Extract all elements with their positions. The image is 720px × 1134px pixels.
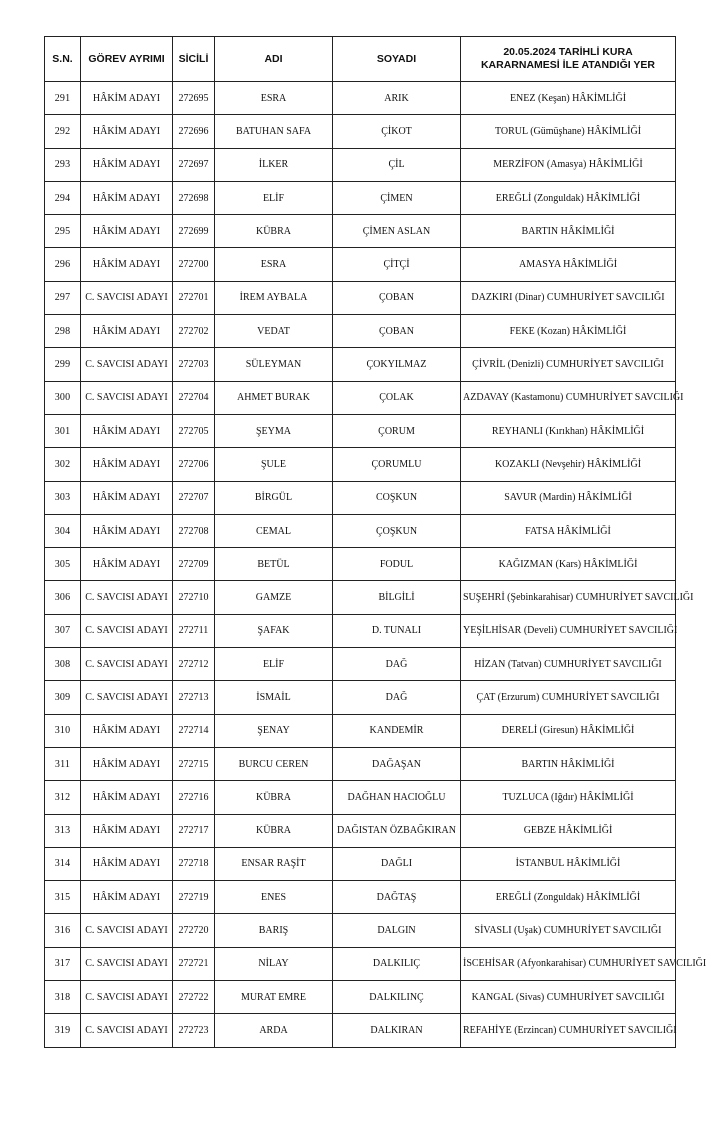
cell-gorev-ayrimi: C. SAVCISI ADAYI (81, 947, 173, 980)
cell-gorev-ayrimi: HÂKİM ADAYI (81, 714, 173, 747)
cell-adi: NİLAY (215, 947, 333, 980)
cell-atandigi-yer: FATSA HÂKİMLİĞİ (461, 514, 676, 547)
cell-sn: 313 (45, 814, 81, 847)
cell-adi: AHMET BURAK (215, 381, 333, 414)
cell-gorev-ayrimi: HÂKİM ADAYI (81, 781, 173, 814)
cell-soyadi: DALKILINÇ (333, 981, 461, 1014)
cell-gorev-ayrimi: HÂKİM ADAYI (81, 315, 173, 348)
cell-sn: 295 (45, 215, 81, 248)
table-row (45, 781, 676, 814)
cell-sn: 298 (45, 315, 81, 348)
cell-atandigi-yer: MERZİFON (Amasya) HÂKİMLİĞİ (461, 148, 676, 181)
cell-sn: 297 (45, 281, 81, 314)
cell-sn: 303 (45, 481, 81, 514)
cell-adi: ENES (215, 881, 333, 914)
cell-adi: İREM AYBALA (215, 281, 333, 314)
cell-sicili: 272714 (173, 714, 215, 747)
table-row (45, 281, 676, 314)
cell-atandigi-yer: ÇİVRİL (Denizli) CUMHURİYET SAVCILIĞI (461, 348, 676, 381)
table-row (45, 548, 676, 581)
cell-sn: 314 (45, 847, 81, 880)
cell-atandigi-yer: BARTIN HÂKİMLİĞİ (461, 215, 676, 248)
cell-adi: BİRGÜL (215, 481, 333, 514)
cell-atandigi-yer: SAVUR (Mardin) HÂKİMLİĞİ (461, 481, 676, 514)
cell-sicili: 272699 (173, 215, 215, 248)
cell-atandigi-yer: DERELİ (Giresun) HÂKİMLİĞİ (461, 714, 676, 747)
cell-adi: ELİF (215, 181, 333, 214)
cell-atandigi-yer: EREĞLİ (Zonguldak) HÂKİMLİĞİ (461, 881, 676, 914)
table-row (45, 914, 676, 947)
header-gorev-ayrimi: GÖREV AYRIMI (81, 37, 173, 82)
cell-sn: 294 (45, 181, 81, 214)
cell-adi: BETÜL (215, 548, 333, 581)
cell-soyadi: DAĞHAN HACIOĞLU (333, 781, 461, 814)
table-row (45, 348, 676, 381)
cell-adi: GAMZE (215, 581, 333, 614)
cell-soyadi: DALKILIÇ (333, 947, 461, 980)
cell-soyadi: ARIK (333, 82, 461, 115)
cell-atandigi-yer: SİVASLI (Uşak) CUMHURİYET SAVCILIĞI (461, 914, 676, 947)
cell-atandigi-yer: GEBZE HÂKİMLİĞİ (461, 814, 676, 847)
cell-adi: ARDA (215, 1014, 333, 1047)
table-row (45, 481, 676, 514)
table-row (45, 947, 676, 980)
cell-sicili: 272710 (173, 581, 215, 614)
cell-soyadi: BİLGİLİ (333, 581, 461, 614)
cell-gorev-ayrimi: HÂKİM ADAYI (81, 181, 173, 214)
table-header-row (45, 37, 676, 82)
cell-atandigi-yer: SUŞEHRİ (Şebinkarahisar) CUMHURİYET SAVCILIĞI (461, 581, 676, 614)
cell-sn: 312 (45, 781, 81, 814)
cell-atandigi-yer: EREĞLİ (Zonguldak) HÂKİMLİĞİ (461, 181, 676, 214)
cell-atandigi-yer: KAĞIZMAN (Kars) HÂKİMLİĞİ (461, 548, 676, 581)
cell-atandigi-yer: HİZAN (Tatvan) CUMHURİYET SAVCILIĞI (461, 648, 676, 681)
cell-gorev-ayrimi: C. SAVCISI ADAYI (81, 1014, 173, 1047)
cell-sn: 319 (45, 1014, 81, 1047)
cell-sicili: 272719 (173, 881, 215, 914)
cell-gorev-ayrimi: C. SAVCISI ADAYI (81, 648, 173, 681)
cell-atandigi-yer: ENEZ (Keşan) HÂKİMLİĞİ (461, 82, 676, 115)
cell-sn: 293 (45, 148, 81, 181)
cell-gorev-ayrimi: HÂKİM ADAYI (81, 481, 173, 514)
cell-sicili: 272705 (173, 414, 215, 447)
cell-soyadi: ÇİKOT (333, 115, 461, 148)
table-row (45, 248, 676, 281)
cell-gorev-ayrimi: HÂKİM ADAYI (81, 847, 173, 880)
cell-atandigi-yer: İSCEHİSAR (Afyonkarahisar) CUMHURİYET SAVCILIĞI (461, 947, 676, 980)
cell-sicili: 272697 (173, 148, 215, 181)
cell-sn: 292 (45, 115, 81, 148)
cell-gorev-ayrimi: HÂKİM ADAYI (81, 215, 173, 248)
cell-sn: 296 (45, 248, 81, 281)
cell-sicili: 272715 (173, 747, 215, 780)
cell-sicili: 272703 (173, 348, 215, 381)
cell-soyadi: ÇİMEN (333, 181, 461, 214)
cell-adi: KÜBRA (215, 781, 333, 814)
cell-adi: CEMAL (215, 514, 333, 547)
table-row (45, 614, 676, 647)
cell-soyadi: DAĞLI (333, 847, 461, 880)
cell-adi: İLKER (215, 148, 333, 181)
table-row (45, 215, 676, 248)
cell-gorev-ayrimi: C. SAVCISI ADAYI (81, 581, 173, 614)
cell-adi: KÜBRA (215, 215, 333, 248)
cell-adi: İSMAİL (215, 681, 333, 714)
cell-sicili: 272713 (173, 681, 215, 714)
cell-sn: 310 (45, 714, 81, 747)
cell-atandigi-yer: REFAHİYE (Erzincan) CUMHURİYET SAVCILIĞI (461, 1014, 676, 1047)
cell-sicili: 272706 (173, 448, 215, 481)
cell-gorev-ayrimi: C. SAVCISI ADAYI (81, 914, 173, 947)
cell-sicili: 272718 (173, 847, 215, 880)
cell-adi: KÜBRA (215, 814, 333, 847)
cell-soyadi: KANDEMİR (333, 714, 461, 747)
cell-atandigi-yer: TORUL (Gümüşhane) HÂKİMLİĞİ (461, 115, 676, 148)
cell-atandigi-yer: TUZLUCA (Iğdır) HÂKİMLİĞİ (461, 781, 676, 814)
cell-sicili: 272707 (173, 481, 215, 514)
cell-soyadi: ÇOŞKUN (333, 514, 461, 547)
cell-gorev-ayrimi: HÂKİM ADAYI (81, 148, 173, 181)
cell-sn: 316 (45, 914, 81, 947)
cell-soyadi: DALGIN (333, 914, 461, 947)
table-row (45, 381, 676, 414)
cell-adi: BATUHAN SAFA (215, 115, 333, 148)
table-row (45, 514, 676, 547)
cell-sicili: 272722 (173, 981, 215, 1014)
cell-soyadi: ÇOLAK (333, 381, 461, 414)
cell-sn: 309 (45, 681, 81, 714)
table-row (45, 581, 676, 614)
table-row (45, 115, 676, 148)
cell-adi: SÜLEYMAN (215, 348, 333, 381)
cell-sn: 315 (45, 881, 81, 914)
cell-sicili: 272695 (173, 82, 215, 115)
cell-gorev-ayrimi: C. SAVCISI ADAYI (81, 281, 173, 314)
cell-soyadi: ÇORUM (333, 414, 461, 447)
cell-adi: ŞAFAK (215, 614, 333, 647)
cell-atandigi-yer: İSTANBUL HÂKİMLİĞİ (461, 847, 676, 880)
cell-gorev-ayrimi: C. SAVCISI ADAYI (81, 348, 173, 381)
cell-gorev-ayrimi: HÂKİM ADAYI (81, 248, 173, 281)
cell-sn: 291 (45, 82, 81, 115)
cell-atandigi-yer: FEKE (Kozan) HÂKİMLİĞİ (461, 315, 676, 348)
cell-soyadi: DAĞAŞAN (333, 747, 461, 780)
cell-adi: ŞENAY (215, 714, 333, 747)
cell-sicili: 272709 (173, 548, 215, 581)
cell-gorev-ayrimi: HÂKİM ADAYI (81, 115, 173, 148)
cell-adi: MURAT EMRE (215, 981, 333, 1014)
cell-soyadi: COŞKUN (333, 481, 461, 514)
cell-atandigi-yer: YEŞİLHİSAR (Develi) CUMHURİYET SAVCILIĞI (461, 614, 676, 647)
table-row (45, 814, 676, 847)
cell-sn: 308 (45, 648, 81, 681)
cell-sn: 318 (45, 981, 81, 1014)
assignment-table (44, 36, 707, 1048)
cell-soyadi: ÇOBAN (333, 281, 461, 314)
table-row (45, 881, 676, 914)
cell-adi: VEDAT (215, 315, 333, 348)
table-row (45, 747, 676, 780)
cell-sicili: 272716 (173, 781, 215, 814)
cell-adi: BARIŞ (215, 914, 333, 947)
cell-atandigi-yer: AMASYA HÂKİMLİĞİ (461, 248, 676, 281)
header-soyadi: SOYADI (333, 37, 461, 82)
cell-atandigi-yer: ÇAT (Erzurum) CUMHURİYET SAVCILIĞI (461, 681, 676, 714)
cell-sn: 304 (45, 514, 81, 547)
header-atandigi-yer: 20.05.2024 TARİHLİ KURA KARARNAMESİ İLE ATANDIĞI YER (461, 37, 676, 82)
cell-soyadi: DAĞ (333, 648, 461, 681)
header-adi: ADI (215, 37, 333, 82)
header-sn: S.N. (45, 37, 81, 82)
cell-sicili: 272701 (173, 281, 215, 314)
cell-soyadi: D. TUNALI (333, 614, 461, 647)
cell-soyadi: ÇOBAN (333, 315, 461, 348)
table-row (45, 714, 676, 747)
cell-sicili: 272698 (173, 181, 215, 214)
cell-gorev-ayrimi: HÂKİM ADAYI (81, 747, 173, 780)
cell-soyadi: ÇORUMLU (333, 448, 461, 481)
cell-sicili: 272723 (173, 1014, 215, 1047)
cell-gorev-ayrimi: HÂKİM ADAYI (81, 414, 173, 447)
cell-soyadi: ÇİTÇİ (333, 248, 461, 281)
table-row (45, 82, 676, 115)
assignment-table-sheet (44, 36, 707, 1048)
cell-adi: ENSAR RAŞİT (215, 847, 333, 880)
cell-sicili: 272720 (173, 914, 215, 947)
cell-gorev-ayrimi: HÂKİM ADAYI (81, 814, 173, 847)
cell-sn: 305 (45, 548, 81, 581)
cell-soyadi: DALKIRAN (333, 1014, 461, 1047)
cell-soyadi: DAĞISTAN ÖZBAĞKIRAN (333, 814, 461, 847)
table-row (45, 847, 676, 880)
cell-gorev-ayrimi: HÂKİM ADAYI (81, 82, 173, 115)
cell-atandigi-yer: REYHANLI (Kırıkhan) HÂKİMLİĞİ (461, 414, 676, 447)
cell-soyadi: ÇİL (333, 148, 461, 181)
cell-adi: BURCU CEREN (215, 747, 333, 780)
table-row (45, 1014, 676, 1047)
cell-sicili: 272721 (173, 947, 215, 980)
cell-gorev-ayrimi: C. SAVCISI ADAYI (81, 381, 173, 414)
cell-adi: ESRA (215, 82, 333, 115)
cell-sicili: 272711 (173, 614, 215, 647)
cell-gorev-ayrimi: HÂKİM ADAYI (81, 881, 173, 914)
cell-adi: ŞULE (215, 448, 333, 481)
cell-gorev-ayrimi: HÂKİM ADAYI (81, 514, 173, 547)
table-row (45, 414, 676, 447)
table-row (45, 181, 676, 214)
cell-soyadi: DAĞ (333, 681, 461, 714)
cell-soyadi: DAĞTAŞ (333, 881, 461, 914)
table-row (45, 681, 676, 714)
cell-atandigi-yer: KANGAL (Sivas) CUMHURİYET SAVCILIĞI (461, 981, 676, 1014)
table-body (45, 82, 707, 1048)
cell-sicili: 272700 (173, 248, 215, 281)
cell-gorev-ayrimi: HÂKİM ADAYI (81, 448, 173, 481)
table-row (45, 148, 676, 181)
cell-sn: 307 (45, 614, 81, 647)
table-row (45, 648, 676, 681)
cell-sicili: 272696 (173, 115, 215, 148)
cell-sicili: 272702 (173, 315, 215, 348)
cell-atandigi-yer: AZDAVAY (Kastamonu) CUMHURİYET SAVCILIĞI (461, 381, 676, 414)
cell-adi: ŞEYMA (215, 414, 333, 447)
cell-adi: ELİF (215, 648, 333, 681)
cell-atandigi-yer: KOZAKLI (Nevşehir) HÂKİMLİĞİ (461, 448, 676, 481)
cell-sicili: 272712 (173, 648, 215, 681)
cell-soyadi: ÇİMEN ASLAN (333, 215, 461, 248)
cell-atandigi-yer: DAZKIRI (Dinar) CUMHURİYET SAVCILIĞI (461, 281, 676, 314)
cell-sn: 301 (45, 414, 81, 447)
cell-sn: 299 (45, 348, 81, 381)
cell-adi: ESRA (215, 248, 333, 281)
cell-sn: 317 (45, 947, 81, 980)
cell-sn: 302 (45, 448, 81, 481)
cell-gorev-ayrimi: C. SAVCISI ADAYI (81, 614, 173, 647)
table-row (45, 315, 676, 348)
cell-sn: 306 (45, 581, 81, 614)
header-sicili: SİCİLİ (173, 37, 215, 82)
cell-gorev-ayrimi: C. SAVCISI ADAYI (81, 681, 173, 714)
cell-gorev-ayrimi: C. SAVCISI ADAYI (81, 981, 173, 1014)
cell-soyadi: FODUL (333, 548, 461, 581)
cell-sn: 311 (45, 747, 81, 780)
cell-sicili: 272717 (173, 814, 215, 847)
cell-sicili: 272704 (173, 381, 215, 414)
cell-gorev-ayrimi: HÂKİM ADAYI (81, 548, 173, 581)
cell-sicili: 272708 (173, 514, 215, 547)
cell-sn: 300 (45, 381, 81, 414)
cell-soyadi: ÇOKYILMAZ (333, 348, 461, 381)
table-row (45, 981, 676, 1014)
cell-atandigi-yer: BARTIN HÂKİMLİĞİ (461, 747, 676, 780)
table-row (45, 448, 676, 481)
